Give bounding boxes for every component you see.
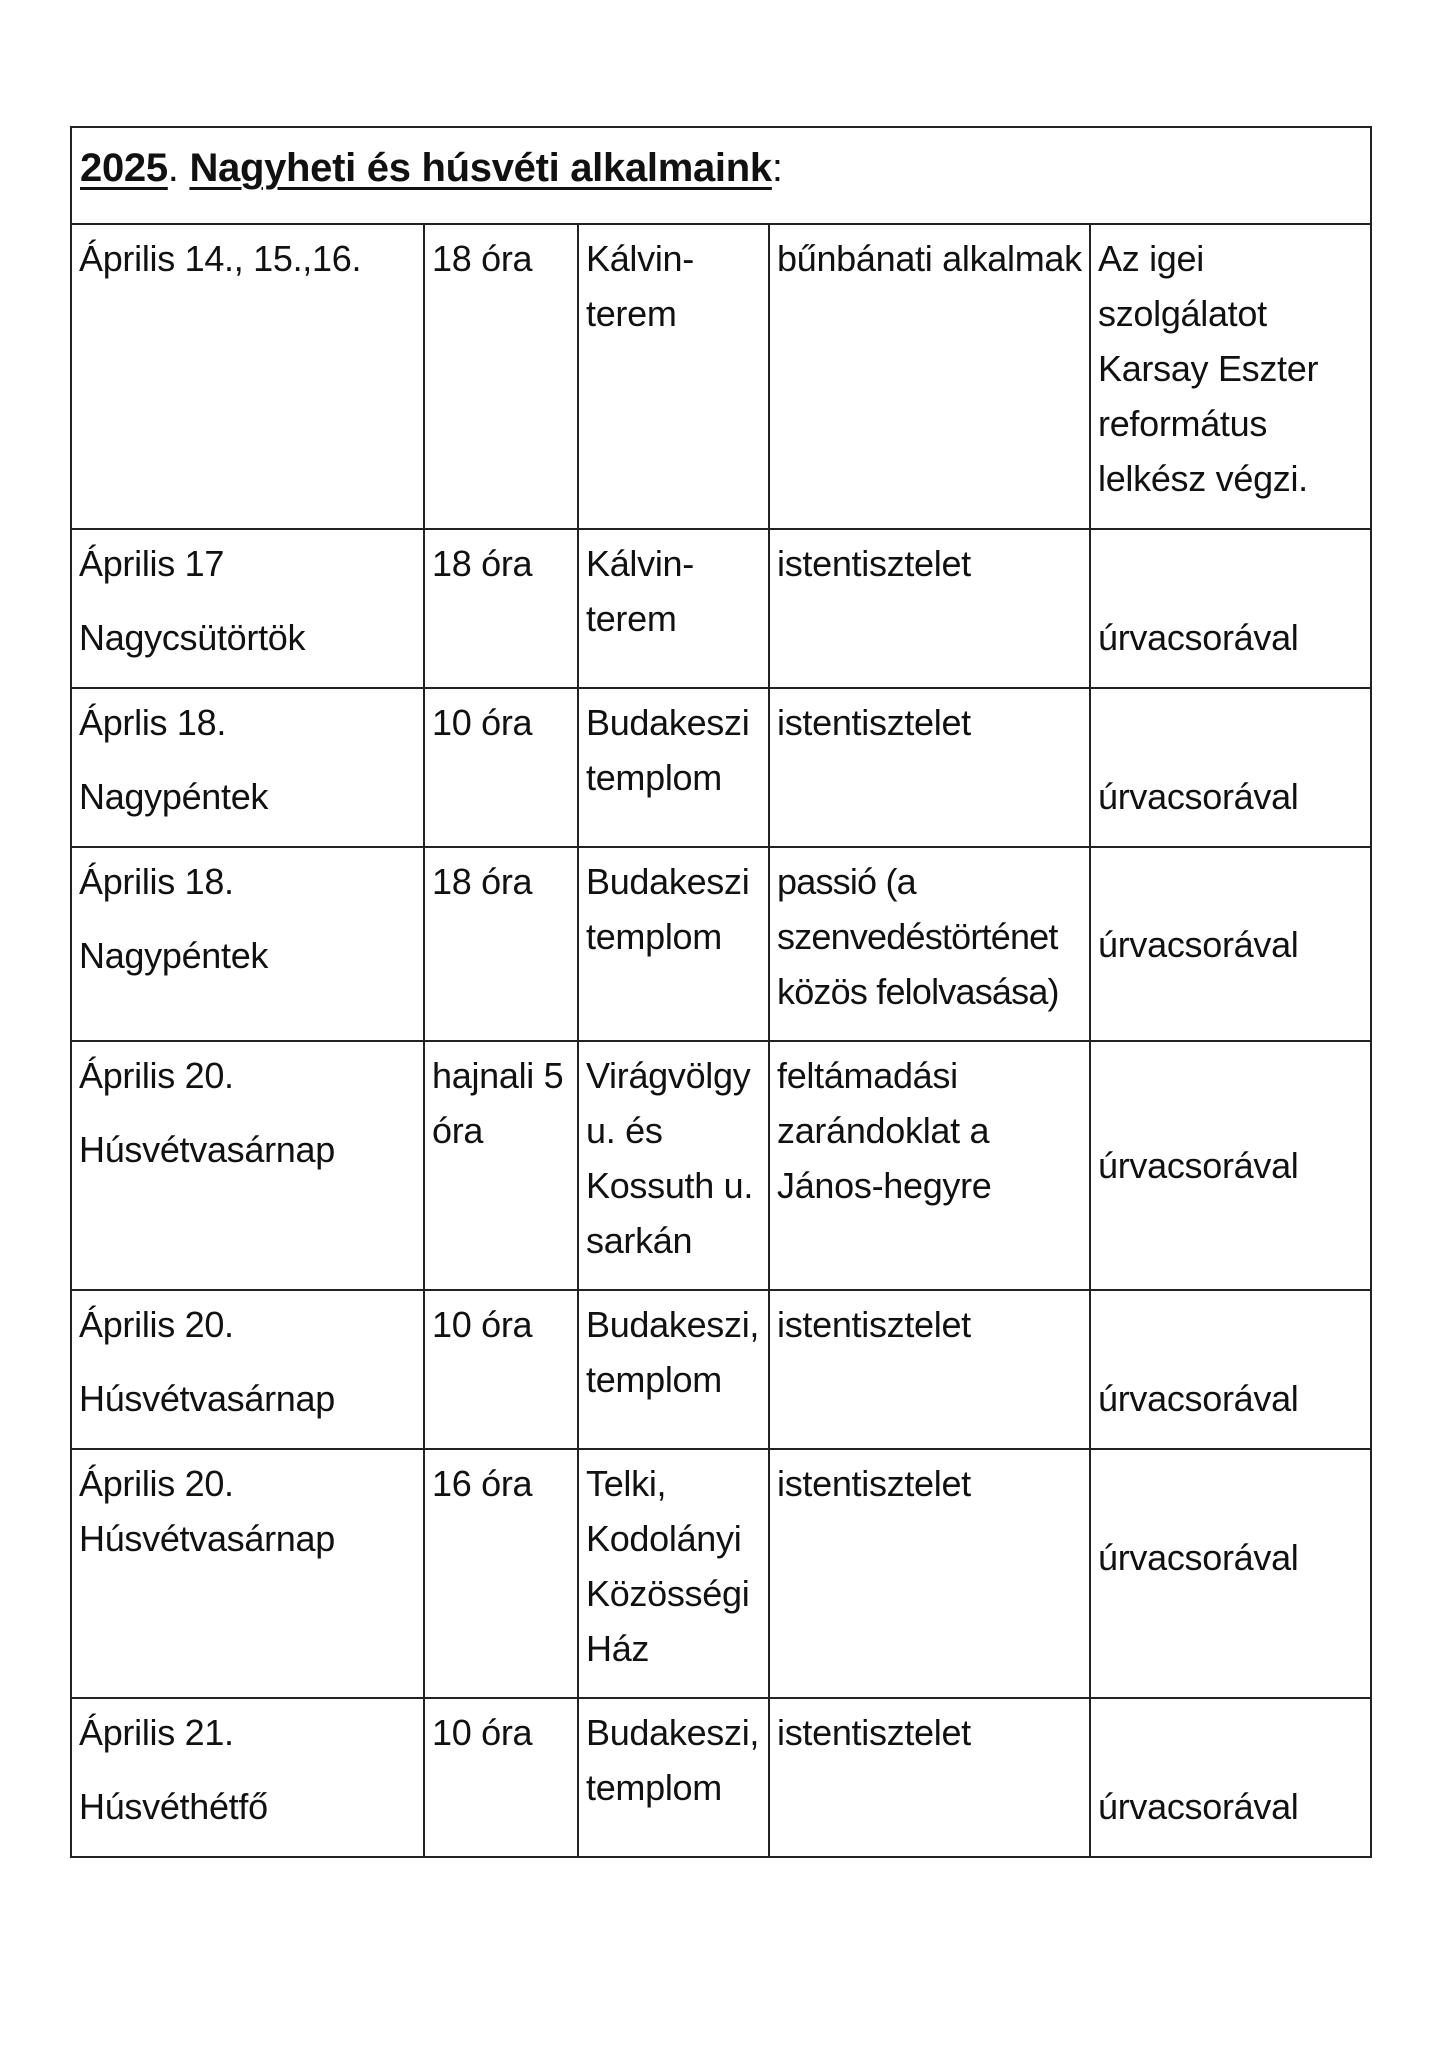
- day-name: Húsvétvasárnap: [79, 1378, 335, 1419]
- note-text: úrvacsorával: [1098, 1537, 1299, 1578]
- note-cell: úrvacsorával: [1090, 847, 1371, 1041]
- place-cell: Kálvin-terem: [578, 224, 769, 529]
- table-row: [71, 224, 1371, 529]
- title-year: 2025: [80, 146, 168, 190]
- time-cell: 18 óra: [424, 529, 578, 688]
- date-text: Április 20.: [79, 1055, 234, 1096]
- table-row: [71, 847, 1371, 1041]
- time-cell: 10 óra: [424, 1290, 578, 1449]
- title-dot: .: [167, 146, 190, 190]
- table-row: [71, 529, 1371, 688]
- page-title: [71, 127, 1371, 224]
- place-cell: Budakeszi, templom: [578, 1698, 769, 1857]
- event-cell: istentisztelet: [769, 688, 1090, 847]
- schedule-table: [70, 126, 1372, 1858]
- table-row: [71, 1698, 1371, 1857]
- date-cell: Április 20. Húsvétvasárnap: [71, 1449, 424, 1698]
- note-cell: [1090, 688, 1371, 847]
- day-name: Húsvéthétfő: [79, 1786, 268, 1827]
- note-cell: Az igei szolgálatot Karsay Eszter református lelkész végzi.: [1090, 224, 1371, 529]
- place-cell: Budakeszi templom: [578, 847, 769, 1041]
- event-cell: istentisztelet: [769, 529, 1090, 688]
- day-name: Nagypéntek: [79, 935, 269, 976]
- place-cell: Budakeszi, templom: [578, 1290, 769, 1449]
- note-cell: [1090, 1290, 1371, 1449]
- time-cell: 10 óra: [424, 1698, 578, 1857]
- date-text: Április 18.: [79, 861, 234, 902]
- date-text: Április 20.: [79, 1304, 234, 1345]
- note-cell: úrvacsorával: [1090, 1041, 1371, 1290]
- date-cell: [71, 1698, 424, 1857]
- place-cell: Telki, Kodolányi Közösségi Ház: [578, 1449, 769, 1698]
- event-cell: feltámadási zarándoklat a János-hegyre: [769, 1041, 1090, 1290]
- note-text: úrvacsorával: [1098, 1786, 1299, 1827]
- date-cell: [71, 688, 424, 847]
- title-row: [71, 127, 1371, 224]
- event-cell: passió (a szenvedéstörténet közös felolvasása): [769, 847, 1090, 1041]
- time-cell: 18 óra: [424, 847, 578, 1041]
- table-row: [71, 688, 1371, 847]
- date-text: Áprlis 18.: [79, 702, 227, 743]
- date-cell: [71, 1041, 424, 1290]
- place-cell: Virágvölgy u. és Kossuth u. sarkán: [578, 1041, 769, 1290]
- date-text: Április 21.: [79, 1712, 234, 1753]
- title-colon: :: [771, 146, 783, 190]
- place-cell: Budakeszi templom: [578, 688, 769, 847]
- title-heading: Nagyheti és húsvéti alkalmaink: [189, 146, 772, 190]
- date-cell: [71, 1290, 424, 1449]
- table-row: [71, 1449, 1371, 1698]
- time-cell: 18 óra: [424, 224, 578, 529]
- note-text: úrvacsorával: [1098, 1378, 1299, 1419]
- event-cell: istentisztelet: [769, 1290, 1090, 1449]
- event-cell: istentisztelet: [769, 1449, 1090, 1698]
- note-cell: [1090, 1698, 1371, 1857]
- date-text: Április 14., 15.,16.: [79, 238, 362, 279]
- time-cell: 10 óra: [424, 688, 578, 847]
- table-row: [71, 1290, 1371, 1449]
- note-cell: [1090, 529, 1371, 688]
- day-name: Nagycsütörtök: [79, 617, 306, 658]
- note-cell: [1090, 1449, 1371, 1698]
- note-text: úrvacsorával: [1098, 617, 1299, 658]
- time-cell: hajnali 5 óra: [424, 1041, 578, 1290]
- date-cell: [71, 529, 424, 688]
- date-cell: [71, 224, 424, 529]
- event-cell: bűnbánati alkalmak: [769, 224, 1090, 529]
- place-cell: Kálvin-terem: [578, 529, 769, 688]
- table-row: [71, 1041, 1371, 1290]
- time-cell: 16 óra: [424, 1449, 578, 1698]
- day-name: Nagypéntek: [79, 776, 269, 817]
- date-cell: [71, 847, 424, 1041]
- note-text: úrvacsorával: [1098, 776, 1299, 817]
- event-cell: istentisztelet: [769, 1698, 1090, 1857]
- day-name: Húsvétvasárnap: [79, 1129, 335, 1170]
- date-text: Április 17: [79, 543, 225, 584]
